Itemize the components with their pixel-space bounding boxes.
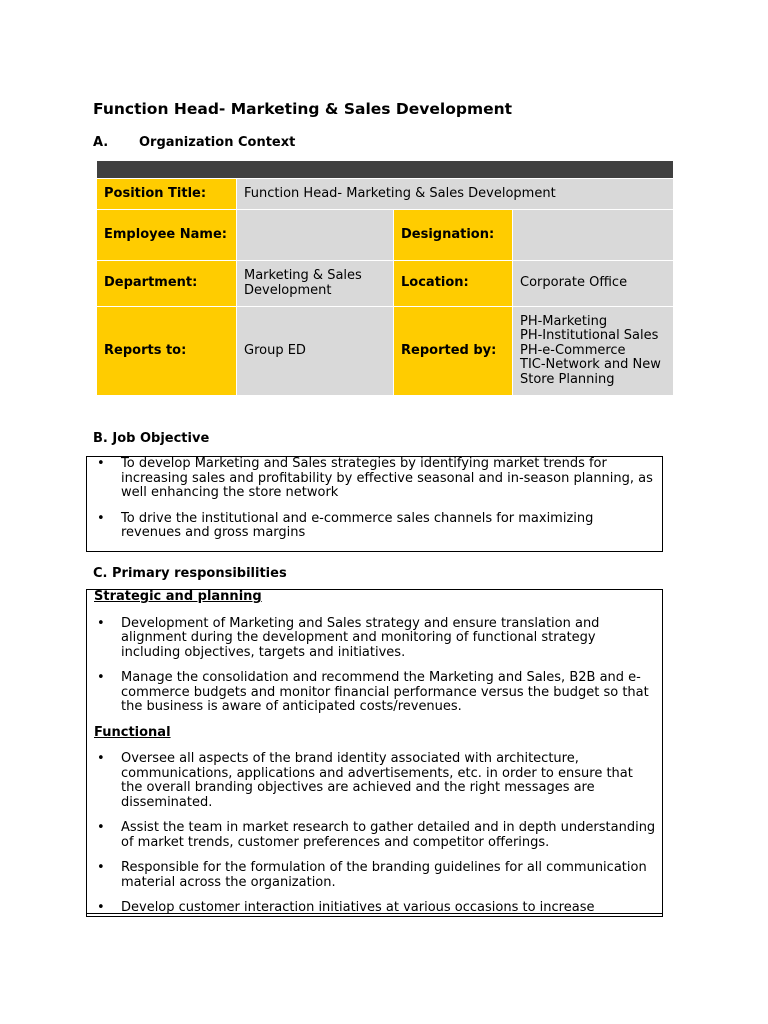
list-item: • Manage the consolidation and recommend the Marketing and Sales, B2B and e-commerce budgets and monitor financial performance versus the budget so that the business is aware of anticipated costs/revenues.	[94, 671, 656, 715]
reported-by-item: PH-e-Commerce	[520, 342, 626, 358]
list-item: • Develop customer interaction initiatives at various occasions to increase	[94, 901, 656, 916]
department-value-line: Development	[244, 282, 332, 298]
employee-name-value	[237, 210, 394, 261]
list-item: • Responsible for the formulation of the branding guidelines for all communication material across the organization.	[94, 861, 656, 890]
department-label: Department:	[97, 261, 237, 307]
section-c-heading: C. Primary responsibilities	[93, 566, 287, 581]
department-value-line: Marketing & Sales	[244, 268, 362, 283]
list-item: • Oversee all aspects of the brand identity associated with architecture, communications, applications and advertisements, etc. in order to ensure that the overall branding objectives are achieved and the right messages are disseminated.	[94, 752, 656, 810]
reported-by-item: Store Planning	[520, 371, 615, 387]
list-item: • Assist the team in market research to gather detailed and in depth understanding of market trends, customer preferences and competitor offerings.	[94, 821, 656, 850]
table-row	[97, 307, 674, 396]
reports-to-label: Reports to:	[97, 307, 237, 396]
table-row	[97, 179, 674, 210]
table-header-bar	[97, 161, 674, 179]
job-objective-list	[94, 457, 656, 541]
organization-context-table	[96, 160, 674, 396]
department-value	[237, 261, 394, 307]
reported-by-item: PH-Marketing	[520, 313, 608, 329]
designation-label: Designation:	[394, 210, 513, 261]
reported-by-label: Reported by:	[394, 307, 513, 396]
designation-value	[513, 210, 674, 261]
location-label: Location:	[394, 261, 513, 307]
position-title-value: Function Head- Marketing & Sales Development	[237, 179, 674, 210]
job-objective-box	[86, 456, 663, 552]
reported-by-item: TIC-Network and New	[520, 357, 661, 373]
position-title-label: Position Title:	[97, 179, 237, 210]
list-item: • To drive the institutional and e-commerce sales channels for maximizing revenues and gross margins	[94, 512, 656, 541]
reported-by-item: PH-Institutional Sales	[520, 328, 659, 344]
section-b-heading: B. Job Objective	[93, 431, 210, 446]
list-item: • Development of Marketing and Sales strategy and ensure translation and alignment during the development and monitoring of functional strategy including objectives, targets and initiatives.	[94, 617, 656, 661]
functional-list	[94, 752, 656, 916]
reports-to-value: Group ED	[237, 307, 394, 396]
location-value: Corporate Office	[513, 261, 674, 307]
strategic-planning-list	[94, 617, 656, 715]
table-row	[97, 261, 674, 307]
employee-name-label: Employee Name:	[97, 210, 237, 261]
section-a-heading	[93, 135, 295, 150]
section-a-letter: A.	[93, 135, 109, 150]
subheading-strategic-planning: Strategic and planning	[94, 589, 262, 604]
list-item: • To develop Marketing and Sales strategies by identifying market trends for increasing sales and profitability by effective seasonal and in-season planning, as well enhancing the store network	[94, 457, 656, 501]
table-row	[97, 210, 674, 261]
section-a-title: Organization Context	[139, 135, 296, 150]
primary-responsibilities-box	[86, 589, 663, 917]
reported-by-value	[513, 307, 674, 396]
document-title: Function Head- Marketing & Sales Development	[93, 100, 513, 118]
subheading-functional: Functional	[94, 724, 171, 740]
